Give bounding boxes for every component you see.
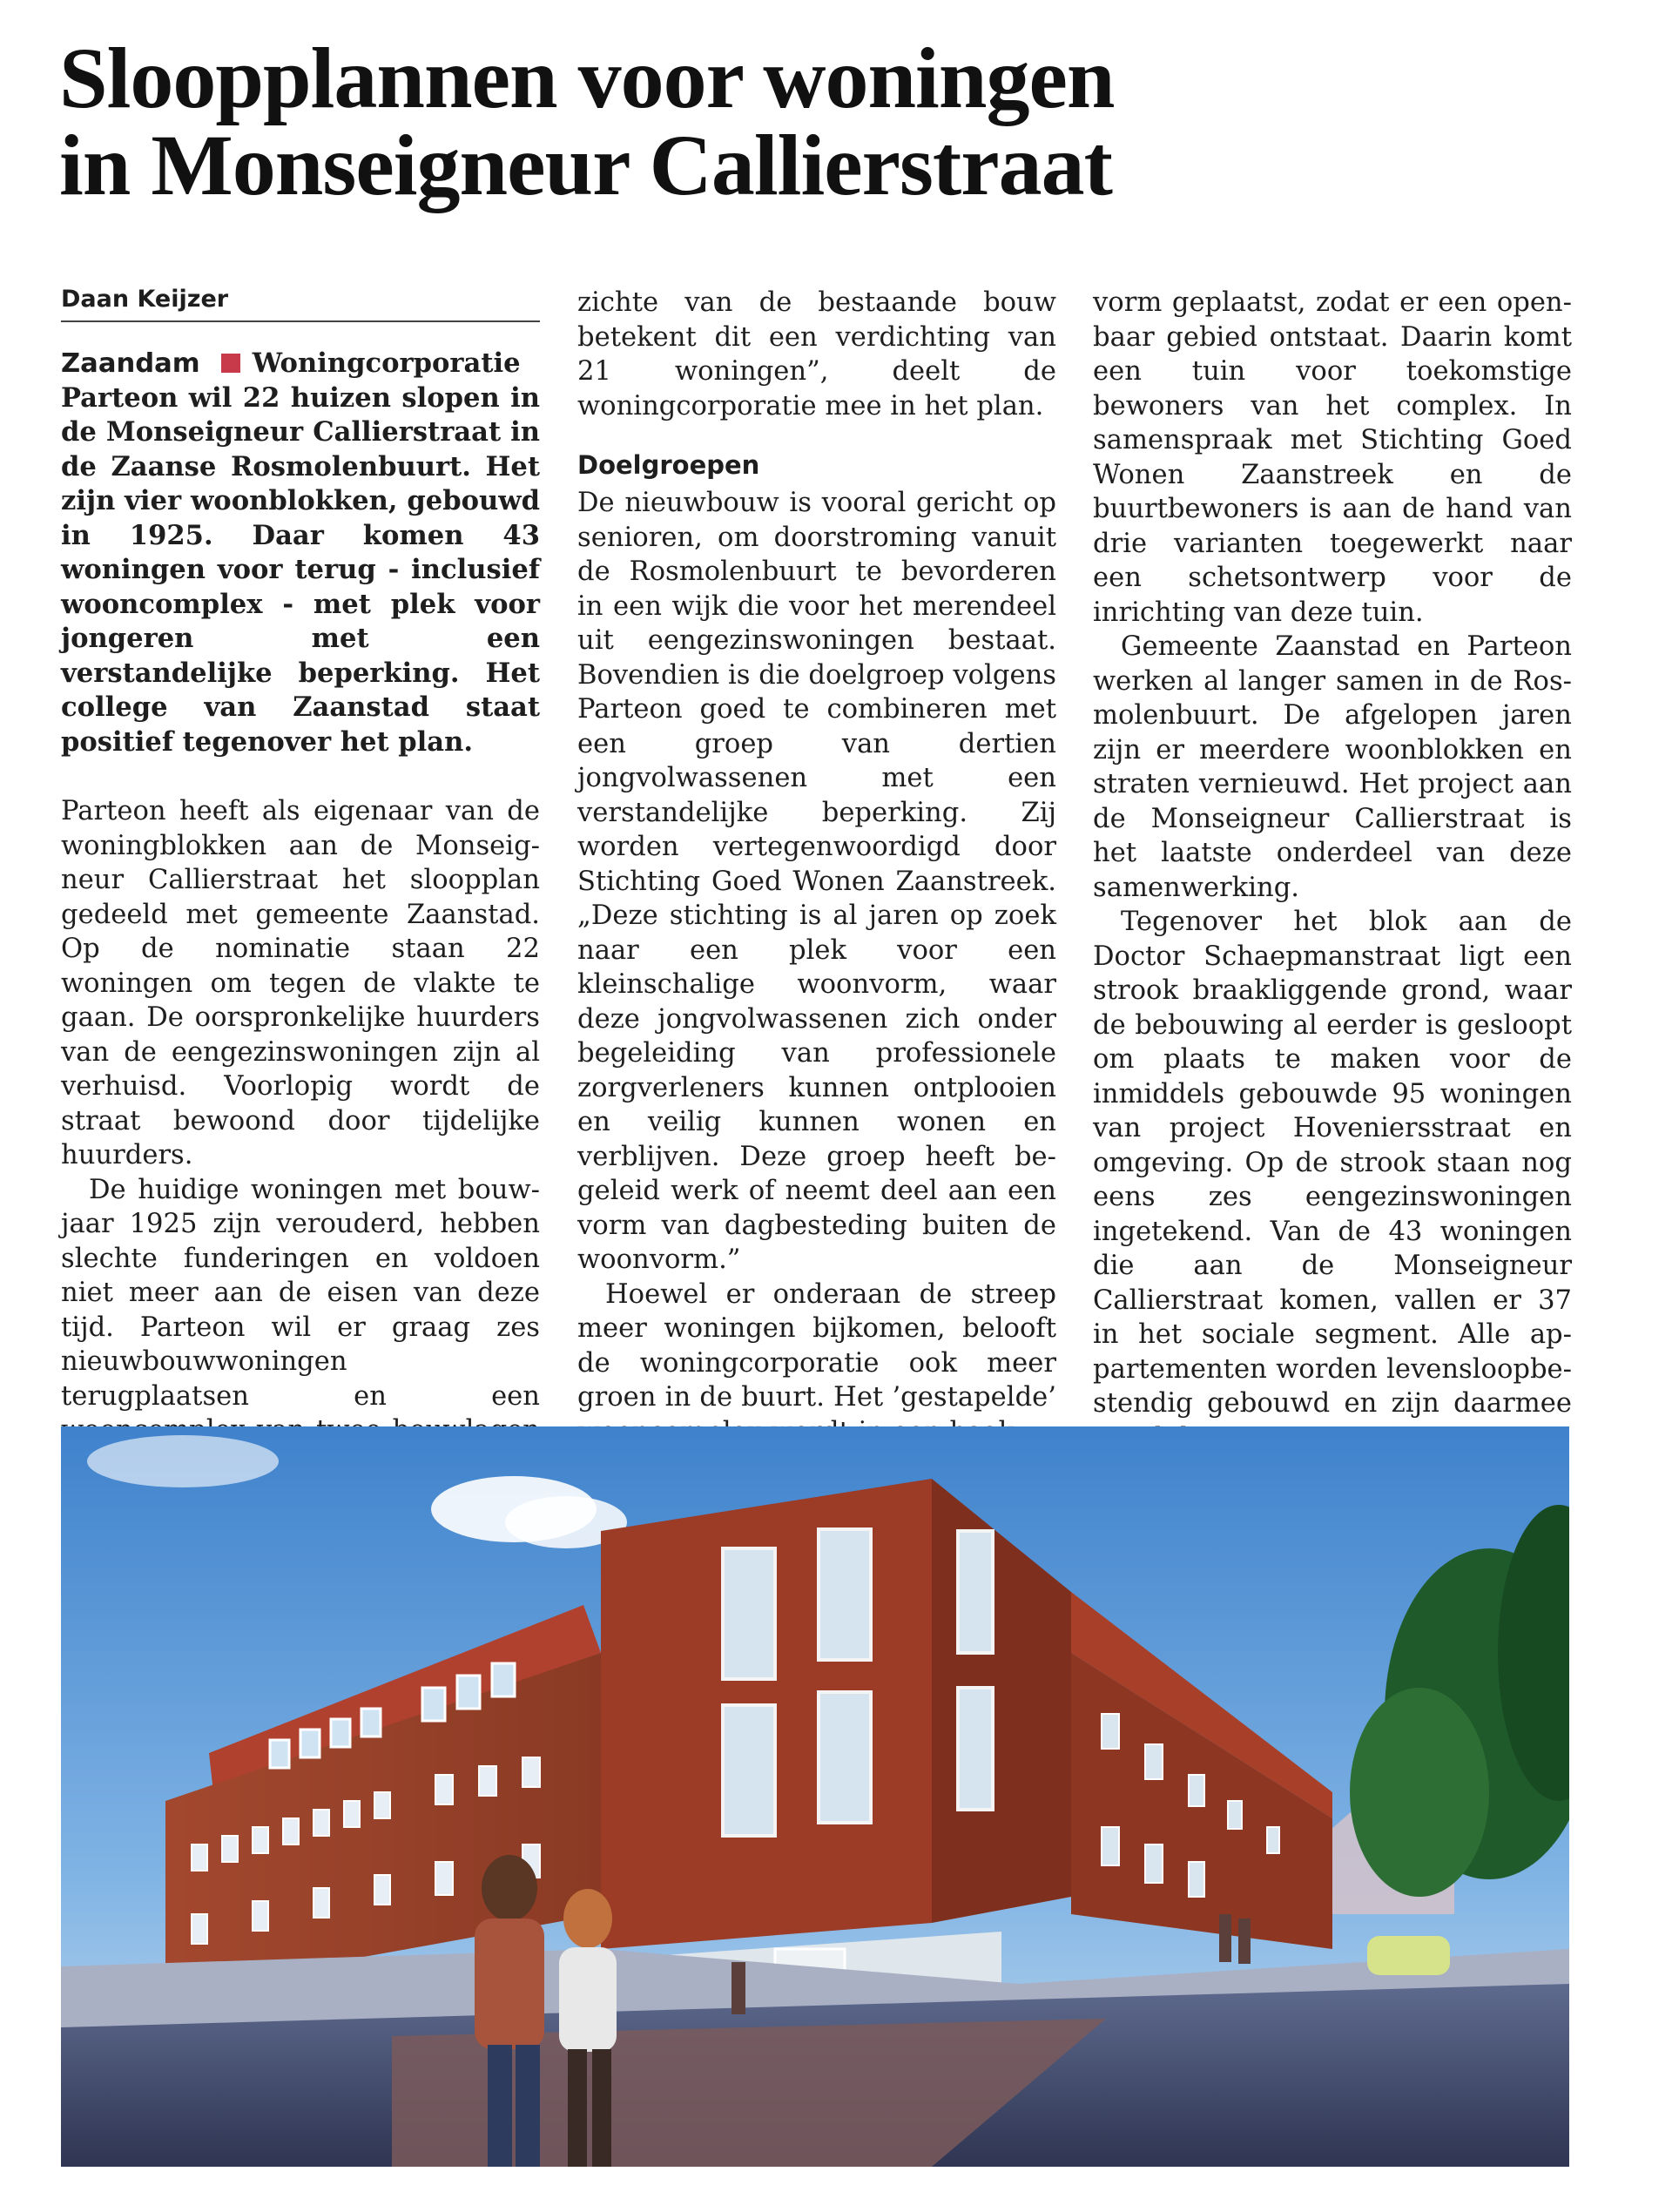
headline [59,30,1609,213]
lead-paragraph [61,347,540,759]
window [958,1688,993,1810]
headline-line-1: Sloopplannen voor woningen [59,30,1115,126]
body-paragraph: zichte van de bestaande bouw betekent dit een verdichting van 21 woningen”, deelt de woningcorporatie mee in het plan. [577,287,1056,421]
window [819,1529,871,1660]
body-paragraph: Parteon heeft als eigenaar van de woningblokken aan de Monseigneur Callierstraat het sloopplan gedeeld met gemeente Zaanstad. Op de nominatie staan 22 woningen om tegen de vlakte te gaan. De oorspronkelijke huurders van de eengezinswoningen zijn al verhuisd. Voorlopig wordt de straat bewoond door tijdelijke huurders. [61,796,540,1170]
body-paragraph: vorm geplaatst, zodat er een openbaar gebied ontstaat. Daarin komt een tuin voor toekomstige bewoners van het complex. In samenspraak met Stichting Goed Wonen Zaanstreek en de buurtbewoners is aan de hand van drie varianten toegewerkt naar een schetsontwerp voor de inrichting van deze tuin. [1093,287,1572,628]
body-paragraph: Tegenover het blok aan de Doctor Schaepmanstraat ligt een strook braakliggende grond, waar de bebouwing al eerder is gesloopt om plaats te maken voor de inmiddels gebouwde 95 woningen van project Hoveniersstraat en omgeving. Op de strook staan nog eens zes eengezinswoningen ingetekend. Van de 43 woningen die aan de Monseigneur Callierstraat komen, vallen er 37 in het sociale segment. Alle appartementen worden levensloopbestendig gebouwd en zijn daarmee [1093,907,1572,1419]
body-paragraph: Gemeente Zaanstad en Parteon werken al langer samen in de Rosmolenbuurt. De afgelopen jaren zijn er meerdere woonblokken en straten vernieuwd. Het project aan de Monseigneur Callierstraat is het laatste onderdeel van deze samenwerking. [1093,631,1572,903]
headline-line-2: in Monseigneur Callierstraat [59,117,1112,213]
lead-text: Woningcorporatie Parteon wil 22 huizen slopen in de Monseigneur Callierstraat in de Zaanse Rosmolenbuurt. Het zijn vier woonblokken, gebouwd in 1925. Daar komen 43 woningen voor terug - inclusief wooncomplex - met plek voor jongeren met een verstandelijke beperking. Het college van Zaanstad staat positief tegenover het plan. [61,347,540,758]
dateline: Zaandam [61,348,200,379]
cloud [87,1435,279,1487]
body-paragraph: Hoewel er onderaan de streep meer woningen bijkomen, belooft de woningcorporatie ook meer groen in de buurt. Het ’gestapelde’ [577,1278,1056,1413]
window [723,1548,775,1679]
architectural-rendering-photo [61,1426,1569,2167]
window [819,1692,871,1823]
rendering-illustration [61,1426,1569,2167]
subheading: Doelgroepen [577,450,760,480]
window [723,1705,775,1836]
dateline-square-icon [221,354,240,373]
body-paragraph: De nieuwbouw is vooral gericht op senioren, om doorstroming vanuit de Rosmolenbuurt te bevorderen in een wijk die voor het merendeel uit eengezinswoningen bestaat. Bovendien is die doelgroep volgens Parteon goed te combineren met een groep van dertien jongvolwassenen met een verstandelijke beperking. Zij worden vertegenwoordigd door Stichting Goed Wonen Zaanstreek. „Deze stichting is al jaren op zoek naar een plek voor een kleinschalige woonvorm, waar deze jongvolwassenen zich onder begeleiding van professionele zorgverleners kunnen ontplooien en veilig kunnen wonen en verblijven. Deze groep heeft begeleid werk of neemt deel aan een vorm van dagbesteding buiten de woonvorm.” [577,488,1056,1275]
article-column-2 [577,286,1056,1449]
window [958,1531,993,1653]
tree [1350,1688,1489,1897]
byline: Daan Keijzer [61,284,540,322]
article-column-3 [1093,286,1572,1455]
body-paragraph: De huidige woningen met bouwjaar 1925 zijn verouderd, hebben slechte funderingen en voldoen niet meer aan de eisen van deze tijd. Parteon wil er graag zes nieuwbouwwoningen terugplaatsen en een [61,1174,540,1412]
car [1367,1936,1450,1975]
article-column-1 [61,284,540,1482]
